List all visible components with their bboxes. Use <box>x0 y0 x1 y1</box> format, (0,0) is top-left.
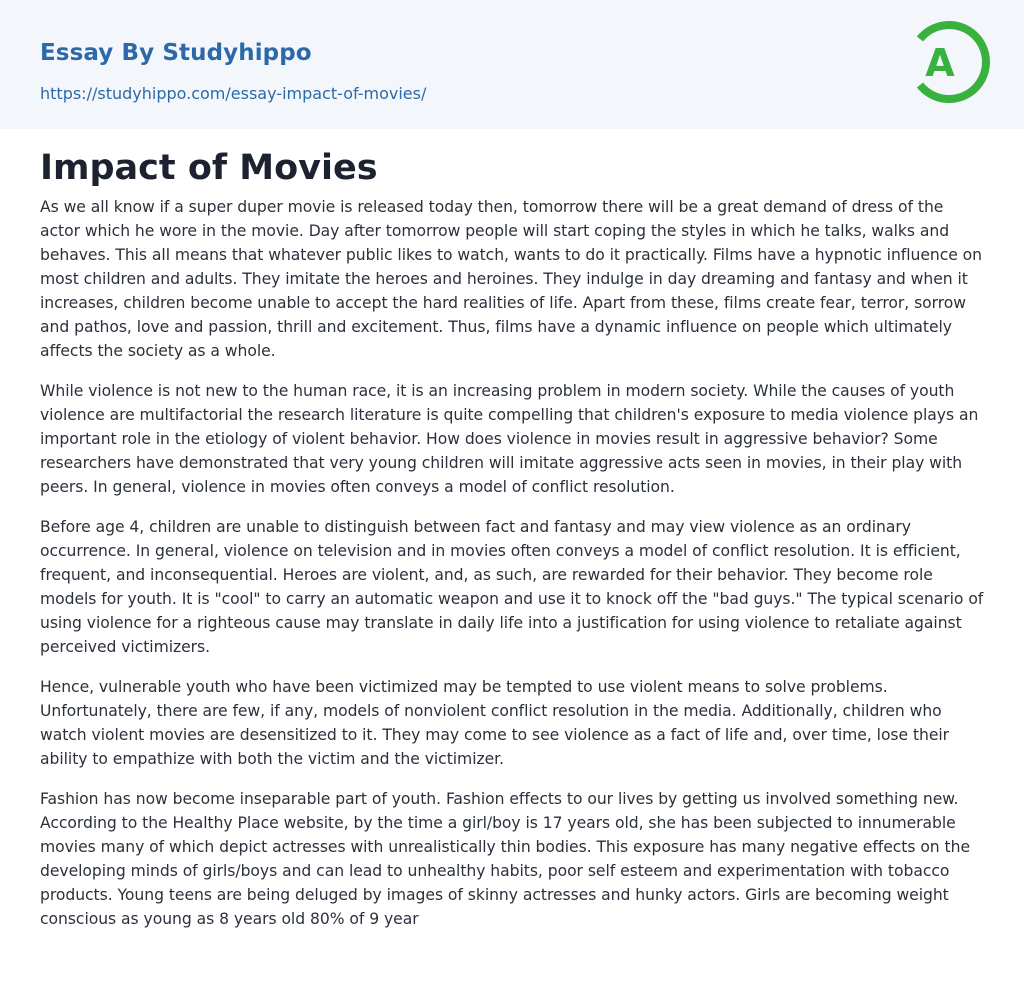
essay-paragraph-4: Hence, vulnerable youth who have been victimized may be tempted to use violent means to solve problems. Unfortunately, there are few, if any, models of nonviolent conflict resolution in the media. Additionally, children who watch violent movies are desensitized to it. They may come to see violence as a fact of life and, over time, lose their ability to empathize with both the victim and the victimizer. <box>40 678 950 768</box>
essay-paragraph-2: While violence is not new to the human race, it is an increasing problem in modern society. While the causes of youth violence are multifactorial the research literature is quite compelling that children's exposure to media violence plays an important role in the etiology of violent behavior. How does violence in movies result in aggressive behavior? Some researchers have demonstrated that very young children will imitate aggressive acts seen in movies, in their play with peers. In general, violence in movies often conveys a model of conflict resolution. <box>40 382 979 496</box>
article-body <box>0 129 1024 931</box>
page-title: Impact of Movies <box>40 148 378 188</box>
essay-paragraph-5: Fashion has now become inseparable part of youth. Fashion effects to our lives by getting us involved something new. According to the Healthy Place website, by the time a girl/boy is 17 years old, she has been subjected to innumerable movies many of which depict actresses with unrealistically thin bodies. This exposure has many negative effects on the developing minds of girls/boys and can lead to unhealthy habits, poor self esteem and experimentation with tobacco products. Young teens are being deluged by images of skinny actresses and hunky actors. Girls are becoming weight conscious as young as 8 years old 80% of 9 year <box>40 790 970 928</box>
essay-paragraph-3: Before age 4, children are unable to distinguish between fact and fantasy and may view violence as an ordinary occurrence. In general, violence on television and in movies often conveys a model of conflict resolution. It is efficient, frequent, and inconsequential. Heroes are violent, and, as such, are rewarded for their behavior. They become role models for youth. It is "cool" to carry an automatic weapon and use it to knock off the "bad guys." The typical scenario of using violence for a righteous cause may translate in daily life into a justification for using violence to retaliate against perceived victimizers. <box>40 518 984 656</box>
site-header <box>0 0 1024 129</box>
essay-paragraph-1: As we all know if a super duper movie is released today then, tomorrow there will be a great demand of dress of the actor which he wore in the movie. Day after tomorrow people will start coping the styles in which he talks, walks and behaves. This all means that whatever public likes to watch, wants to do it practically. Films have a hypnotic influence on most children and adults. They imitate the heroes and heroines. They indulge in day dreaming and fantasy and when it increases, children become unable to accept the hard realities of life. Apart from these, films create fear, terror, sorrow and pathos, love and passion, thrill and excitement. Thus, films have a dynamic influence on people which ultimately affects the society as a whole. <box>40 198 983 360</box>
studyhippo-logo-icon[interactable] <box>908 17 994 107</box>
brand-title[interactable]: Essay By Studyhippo <box>40 40 312 66</box>
logo-letter: A <box>925 41 955 85</box>
essay-url-link[interactable]: https://studyhippo.com/essay-impact-of-movies/ <box>40 84 427 103</box>
